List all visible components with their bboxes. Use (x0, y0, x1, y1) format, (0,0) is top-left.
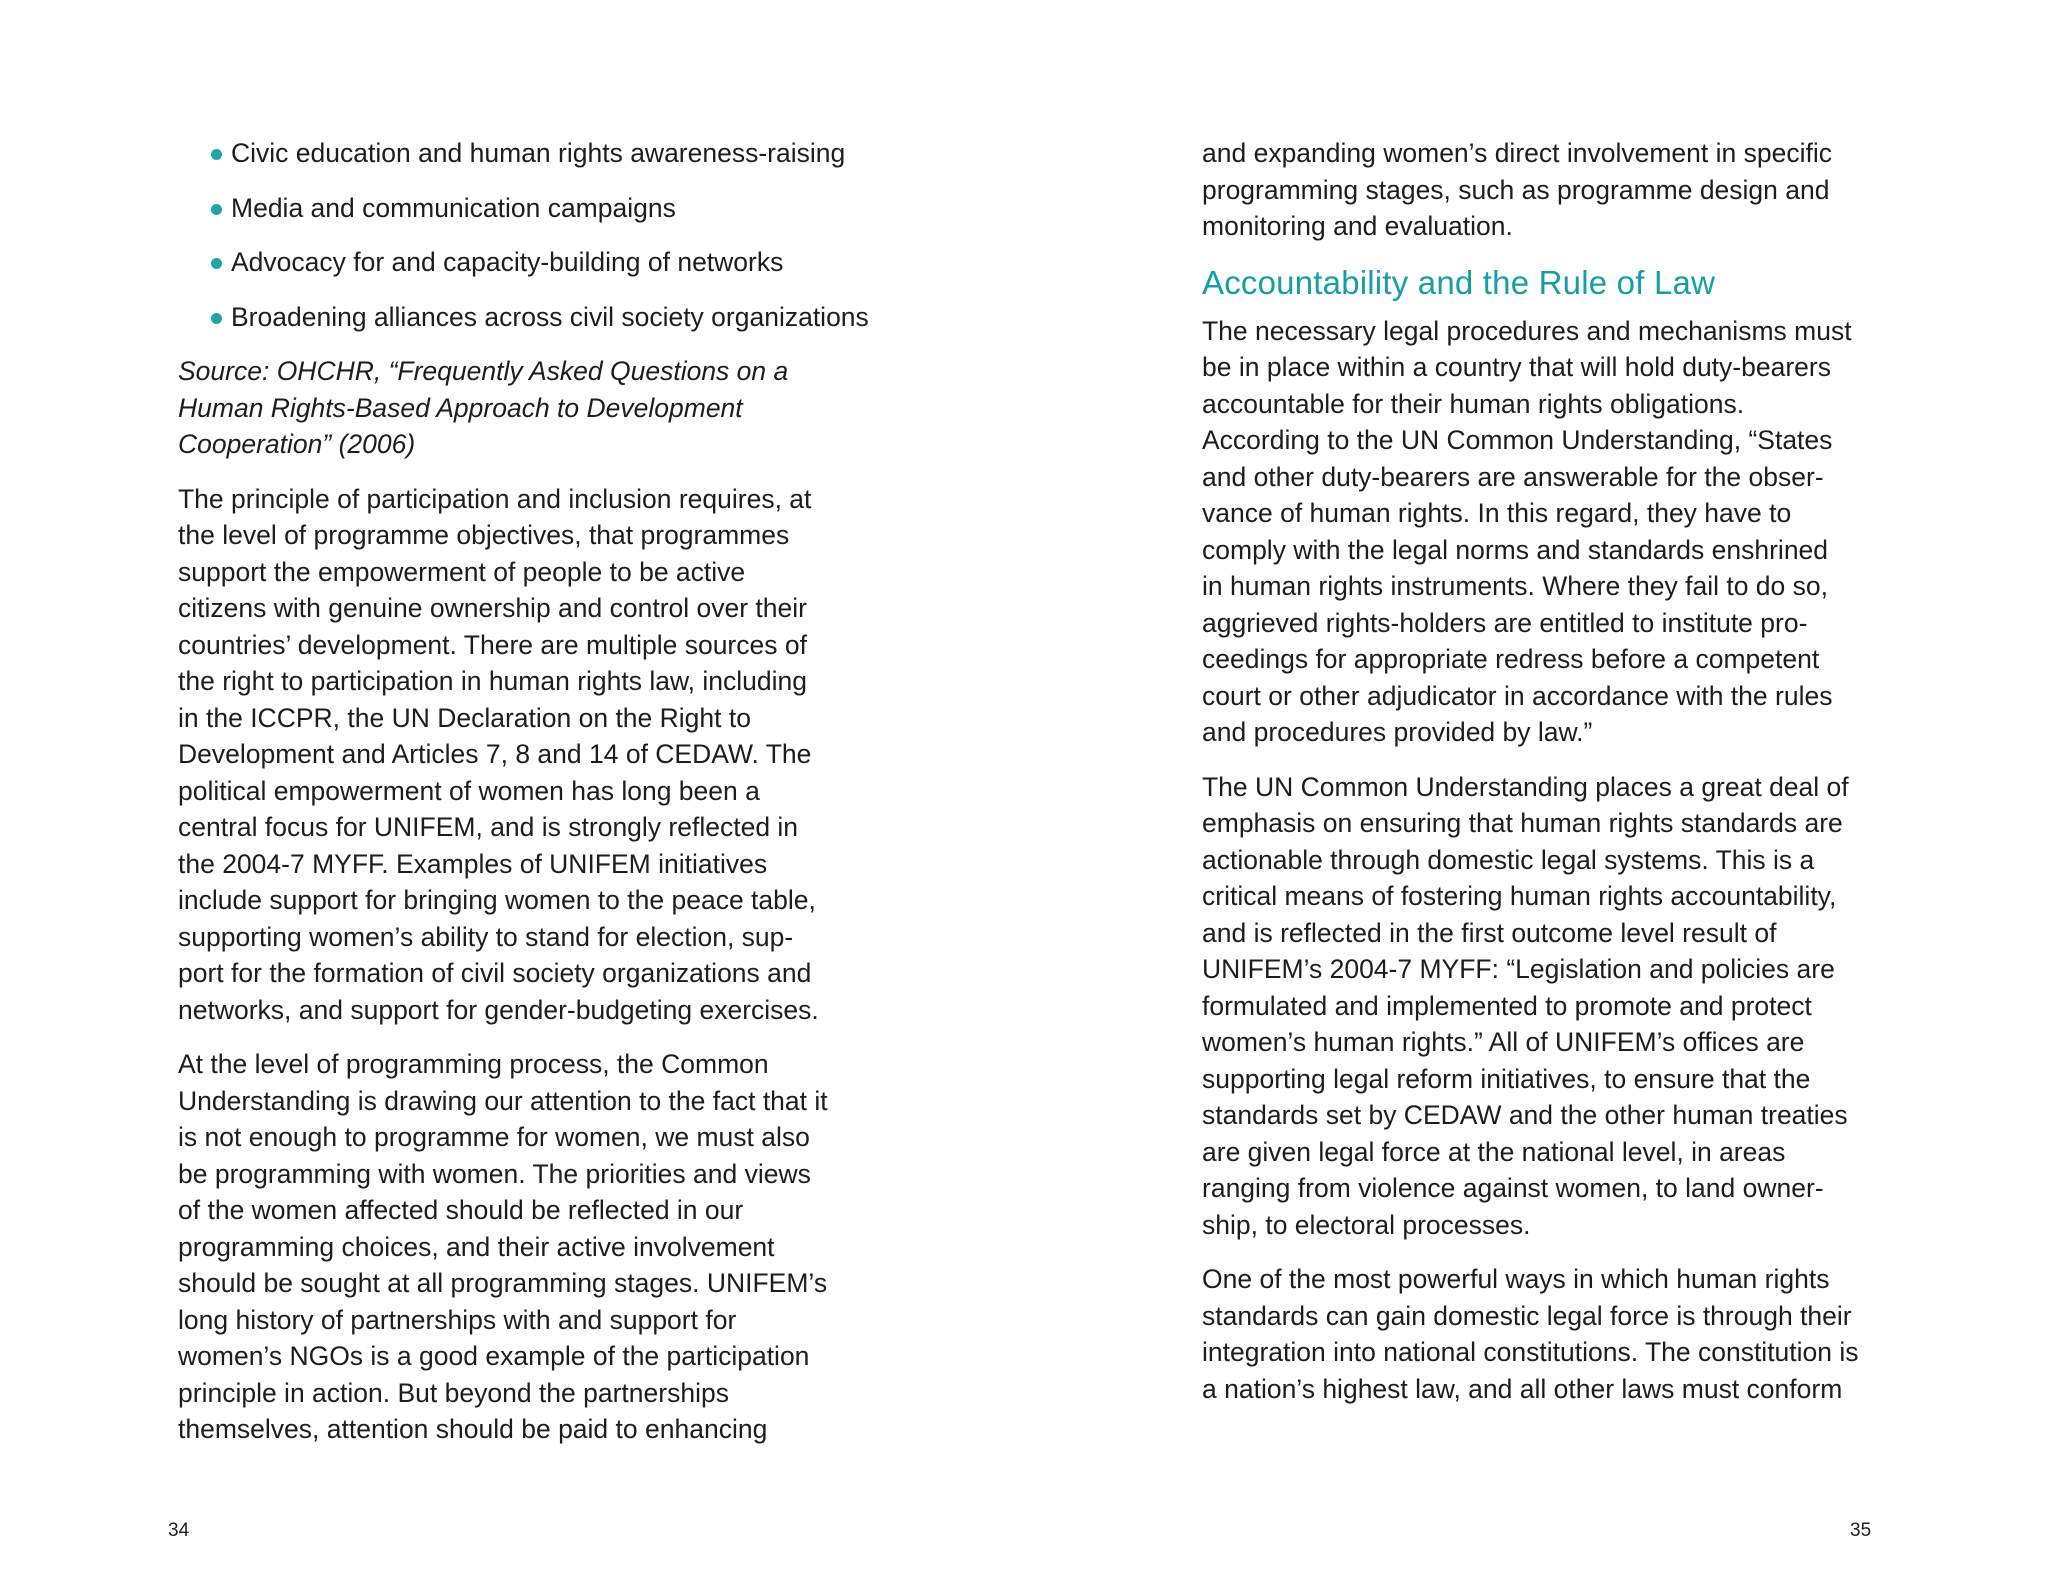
participation-paragraph: The principle of participation and inclusion requires, at the level of programme objectives, that programmes support the empowerment of people to be active citizens with genuine ownership and control over their countries’ development. There are multiple sources of the right to participation in human rights law, including in the ICCPR, the UN Declaration on the Right to Development and Articles 7, 8 and 14 of CEDAW. The political empowerment of women has long been a central focus for UNIFEM, and is strongly reflected in the 2004-7 MYFF. Examples of UNIFEM initiatives include support for bringing women to the peace table, supporting women’s ability to stand for election, sup- port for the formation of civil society organizations and networks, and support for gender-budgeting exercises. (178, 483, 819, 1025)
bullet-dot-icon (211, 204, 222, 215)
source-citation: Source: OHCHR, “Frequently Asked Questions on a Human Rights-Based Approach to Development Cooperation” (2006) (178, 356, 789, 459)
left-text-column (178, 135, 869, 1466)
list-item: Civic education and human rights awareness-raising (211, 135, 858, 172)
list-item: Advocacy for and capacity-building of networks (211, 244, 858, 281)
bullet-dot-icon (211, 258, 222, 269)
legal-systems-paragraph: The UN Common Understanding places a great deal of emphasis on ensuring that human rights standards are actionable through domestic legal systems. This is a critical means of fostering human rights accountability, and is reflected in the first outcome level result of UNIFEM’s 2004-7 MYFF: “Legislation and policies are formulated and implemented to promote and protect women’s human rights.” All of UNIFEM’s offices are supporting legal reform initiatives, to ensure that the standards set by CEDAW and the other human treaties are given legal force at the national level, in areas ranging from violence against women, to land owner- ship, to electoral processes. (1202, 771, 1849, 1240)
bullet-dot-icon (211, 149, 222, 160)
bullet-list (178, 135, 869, 335)
constitutions-paragraph: One of the most powerful ways in which human rights standards can gain domestic legal force is through their integration into national constitutions. The constitution is a nation’s highest law, and all other laws must conform (1202, 1264, 1859, 1404)
intro-paragraph: and expanding women’s direct involvement in specific programming stages, such as programme design and monitoring and evaluation. (1202, 138, 1832, 241)
section-heading: Accountability and the Rule of Law (1202, 263, 1716, 301)
right-text-column (1202, 135, 1882, 1425)
list-item: Media and communication campaigns (211, 190, 858, 227)
right-page (1024, 0, 2048, 1582)
programming-process-paragraph: At the level of programming process, the Common Understanding is drawing our attention to the fact that it is not enough to programme for women, we must also be programming with women. The priorities and views of the women affected should be reflected in our programming choices, and their active involvement should be sought at all programming stages. UNIFEM’s long history of partnerships with and support for women’s NGOs is a good example of the participation principle in action. But beyond the partnerships themselves, attention should be paid to enhancing (178, 1049, 828, 1444)
page-number: 35 (1850, 1520, 1872, 1541)
accountability-paragraph: The necessary legal procedures and mechanisms must be in place within a country that will hold duty-bearers accountable for their human rights obligations. According to the UN Common Understanding, “States and other duty-bearers are answerable for the obser- vance of human rights. In this regard, they have to comply with the legal norms and standards enshrined in human rights instruments. Where they fail to do so, aggrieved rights-holders are entitled to institute pro- ceedings for appropriate redress before a competent court or other adjudicator in accordance with the rules and procedures provided by law.” (1202, 315, 1852, 747)
list-item: Broadening alliances across civil society organizations (211, 299, 858, 336)
page-number: 34 (168, 1520, 190, 1541)
bullet-dot-icon (211, 313, 222, 324)
